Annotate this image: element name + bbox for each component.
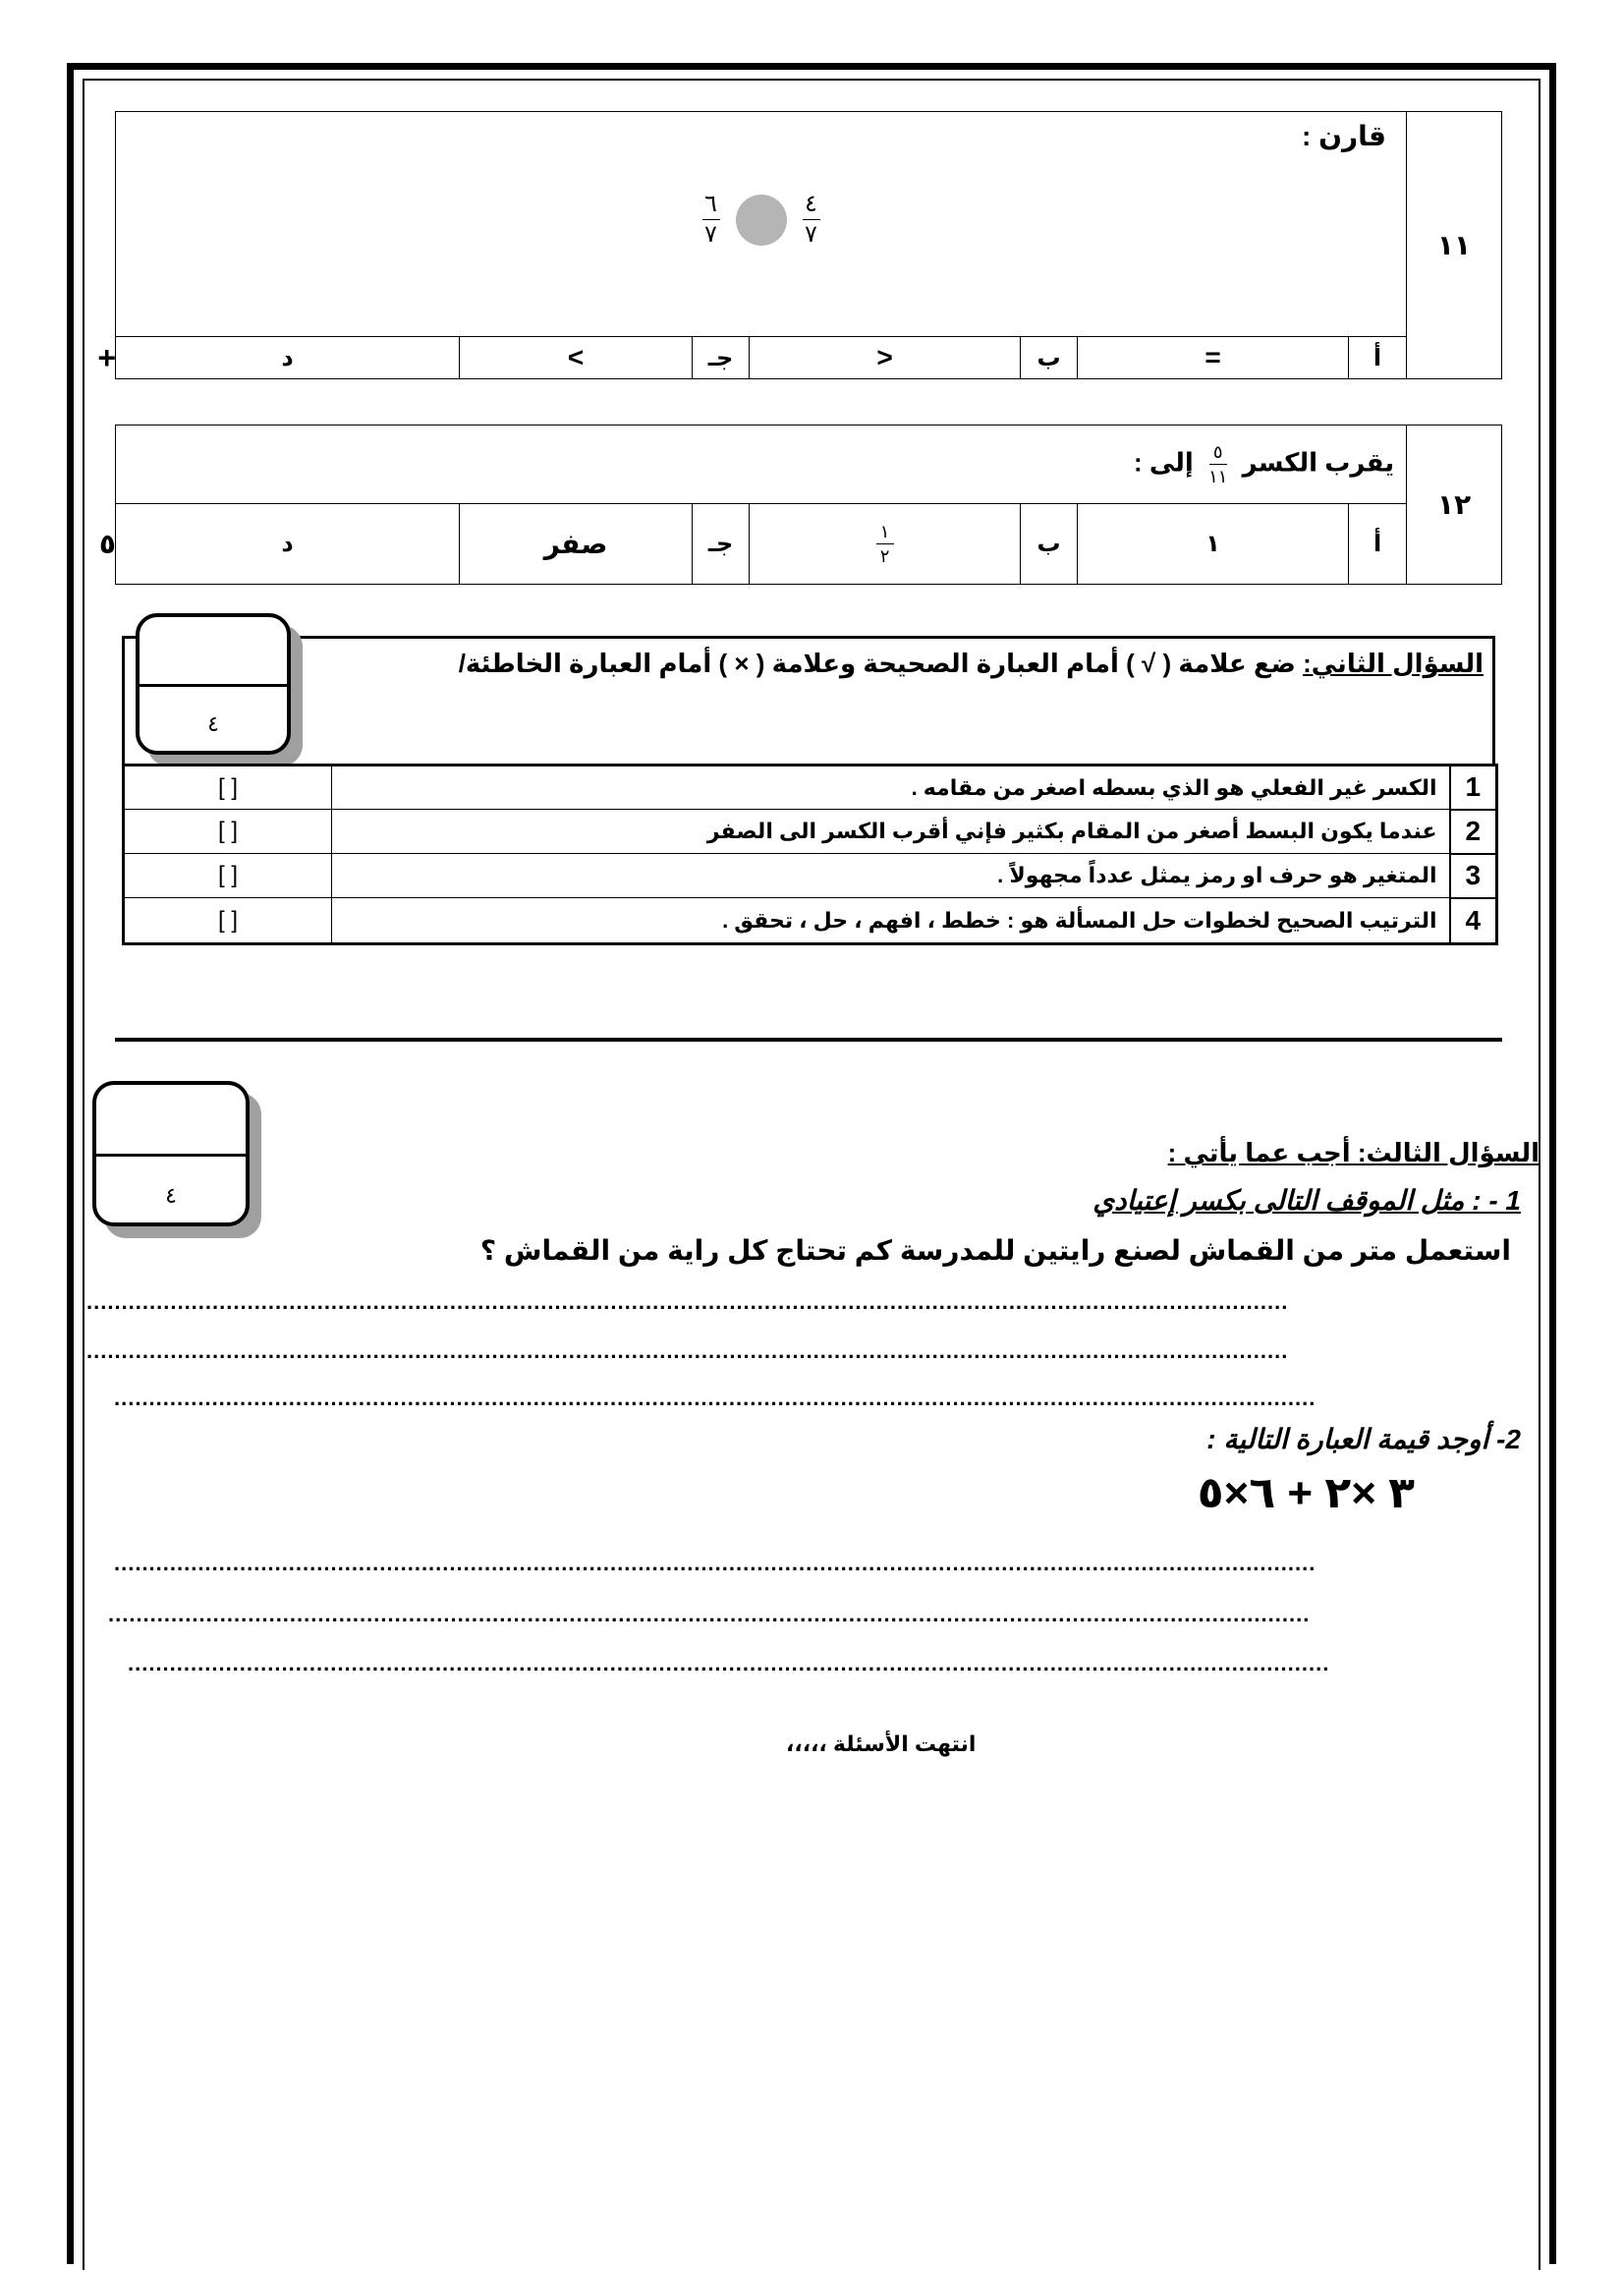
- end-of-questions: انتهت الأسئلة ،،،،،: [786, 1731, 977, 1756]
- section-3-label: السؤال الثالث: أجب عما يأتي :: [1167, 1138, 1540, 1167]
- question-body: [116, 112, 1407, 337]
- section-2-score-box: [136, 613, 291, 755]
- item-statement: عندما يكون البسط أصغر من المقام بكثير فإني أقرب الكسر الى الصفر: [332, 810, 1450, 854]
- fraction-left: $\frac{٤}{٧}$: [803, 193, 820, 247]
- option-letter: أ: [1349, 504, 1407, 585]
- answer-line-2[interactable]: ............................................................................................................................................................................: [86, 1338, 1289, 1363]
- option-letter: جـ: [693, 504, 750, 585]
- answer-line-4[interactable]: ............................................................................................................................................................................: [114, 1551, 1316, 1575]
- option-letter: أ: [1349, 337, 1407, 379]
- item-number: 3: [1450, 854, 1497, 898]
- item-statement: المتغير هو حرف او رمز يمثل عدداً مجهولاً .: [332, 854, 1450, 898]
- sub-question-2-title: 2- أوجد قيمة العبارة التالية :: [1206, 1424, 1521, 1454]
- section-2-score: ٤: [207, 711, 219, 736]
- comparison-circle[interactable]: [736, 195, 787, 246]
- question-11-table: ١١ قارن : $\frac{٦}{٧}$ $\frac{٤}{٧}$ أ = ب < جـ > د +: [115, 111, 1502, 379]
- answer-bracket[interactable]: [ ]: [124, 766, 332, 810]
- option-b-value[interactable]: <: [750, 337, 1021, 379]
- option-letter: د: [116, 337, 460, 379]
- option-letter: ب: [1021, 337, 1078, 379]
- option-letter: د: [116, 504, 460, 585]
- sub-question-1-text: استعمل متر من القماش لصنع رايتين للمدرسة كم تحتاج كل راية من القماش ؟: [479, 1235, 1511, 1266]
- option-letter: ب: [1021, 504, 1078, 585]
- sub-question-1-title: 1 - : مثل الموقف التالى بكسر إعتيادي: [1092, 1185, 1521, 1216]
- section-3-score-box: [92, 1081, 250, 1226]
- question-prompt: [116, 426, 1407, 504]
- question-number: ١٢: [1407, 426, 1502, 585]
- fraction-right: $\frac{٦}{٧}$: [702, 193, 720, 247]
- half-fraction: $\frac{١}{٢}$: [876, 523, 894, 565]
- option-c-value[interactable]: صفر: [460, 504, 693, 585]
- fraction-comparison: [116, 193, 1406, 247]
- answer-bracket[interactable]: [ ]: [124, 810, 332, 854]
- section-2-label: السؤال الثاني:: [1303, 649, 1484, 678]
- question-number: ١١: [1407, 112, 1502, 379]
- section-2-heading: [459, 649, 1484, 679]
- answer-line-1[interactable]: ............................................................................................................................................................................: [86, 1289, 1289, 1314]
- option-a-value[interactable]: =: [1078, 337, 1349, 379]
- option-a-value[interactable]: ١: [1078, 504, 1349, 585]
- section-3-score: ٤: [165, 1183, 177, 1208]
- item-statement: الكسر غير الفعلي هو الذي بسطه اصغر من مقامه .: [332, 766, 1450, 810]
- answer-line-5[interactable]: ............................................................................................................................................................................: [108, 1602, 1311, 1626]
- answer-bracket[interactable]: [ ]: [124, 854, 332, 898]
- section-2-table: [122, 764, 1498, 945]
- page-frame-inner: [83, 79, 1540, 2270]
- option-letter: جـ: [693, 337, 750, 379]
- question-prompt: قارن :: [1302, 121, 1387, 151]
- option-b-value[interactable]: [750, 504, 1021, 585]
- answer-line-3[interactable]: ............................................................................................................................................................................: [114, 1386, 1316, 1410]
- item-statement: الترتيب الصحيح لخطوات حل المسألة هو : خطط ، افهم ، حل ، تحقق .: [332, 898, 1450, 944]
- option-c-value[interactable]: >: [460, 337, 693, 379]
- section-divider: [115, 1038, 1502, 1042]
- item-number: 4: [1450, 898, 1497, 944]
- answer-line-6[interactable]: ............................................................................................................................................................................: [128, 1651, 1330, 1675]
- item-number: 1: [1450, 766, 1497, 810]
- answer-bracket[interactable]: [ ]: [124, 898, 332, 944]
- prompt-start: يقرب الكسر: [1242, 447, 1395, 478]
- prompt-fraction: $\frac{٥}{١١}$: [1208, 442, 1228, 486]
- expression: ٣ ×٢ + ٦×٥: [1197, 1469, 1415, 1517]
- prompt-end: إلى :: [1133, 447, 1194, 478]
- item-number: 2: [1450, 810, 1497, 854]
- question-12-table: ١٢ يقرب الكسر $\frac{٥}{١١}$ إلى : أ ١ ب $\frac{١}{٢}$ جـ صفر د ٥: [115, 425, 1502, 585]
- section-2-instruction: ضع علامة ( √ ) أمام العبارة الصحيحة وعلامة ( × ) أمام العبارة الخاطئة/: [458, 649, 1296, 678]
